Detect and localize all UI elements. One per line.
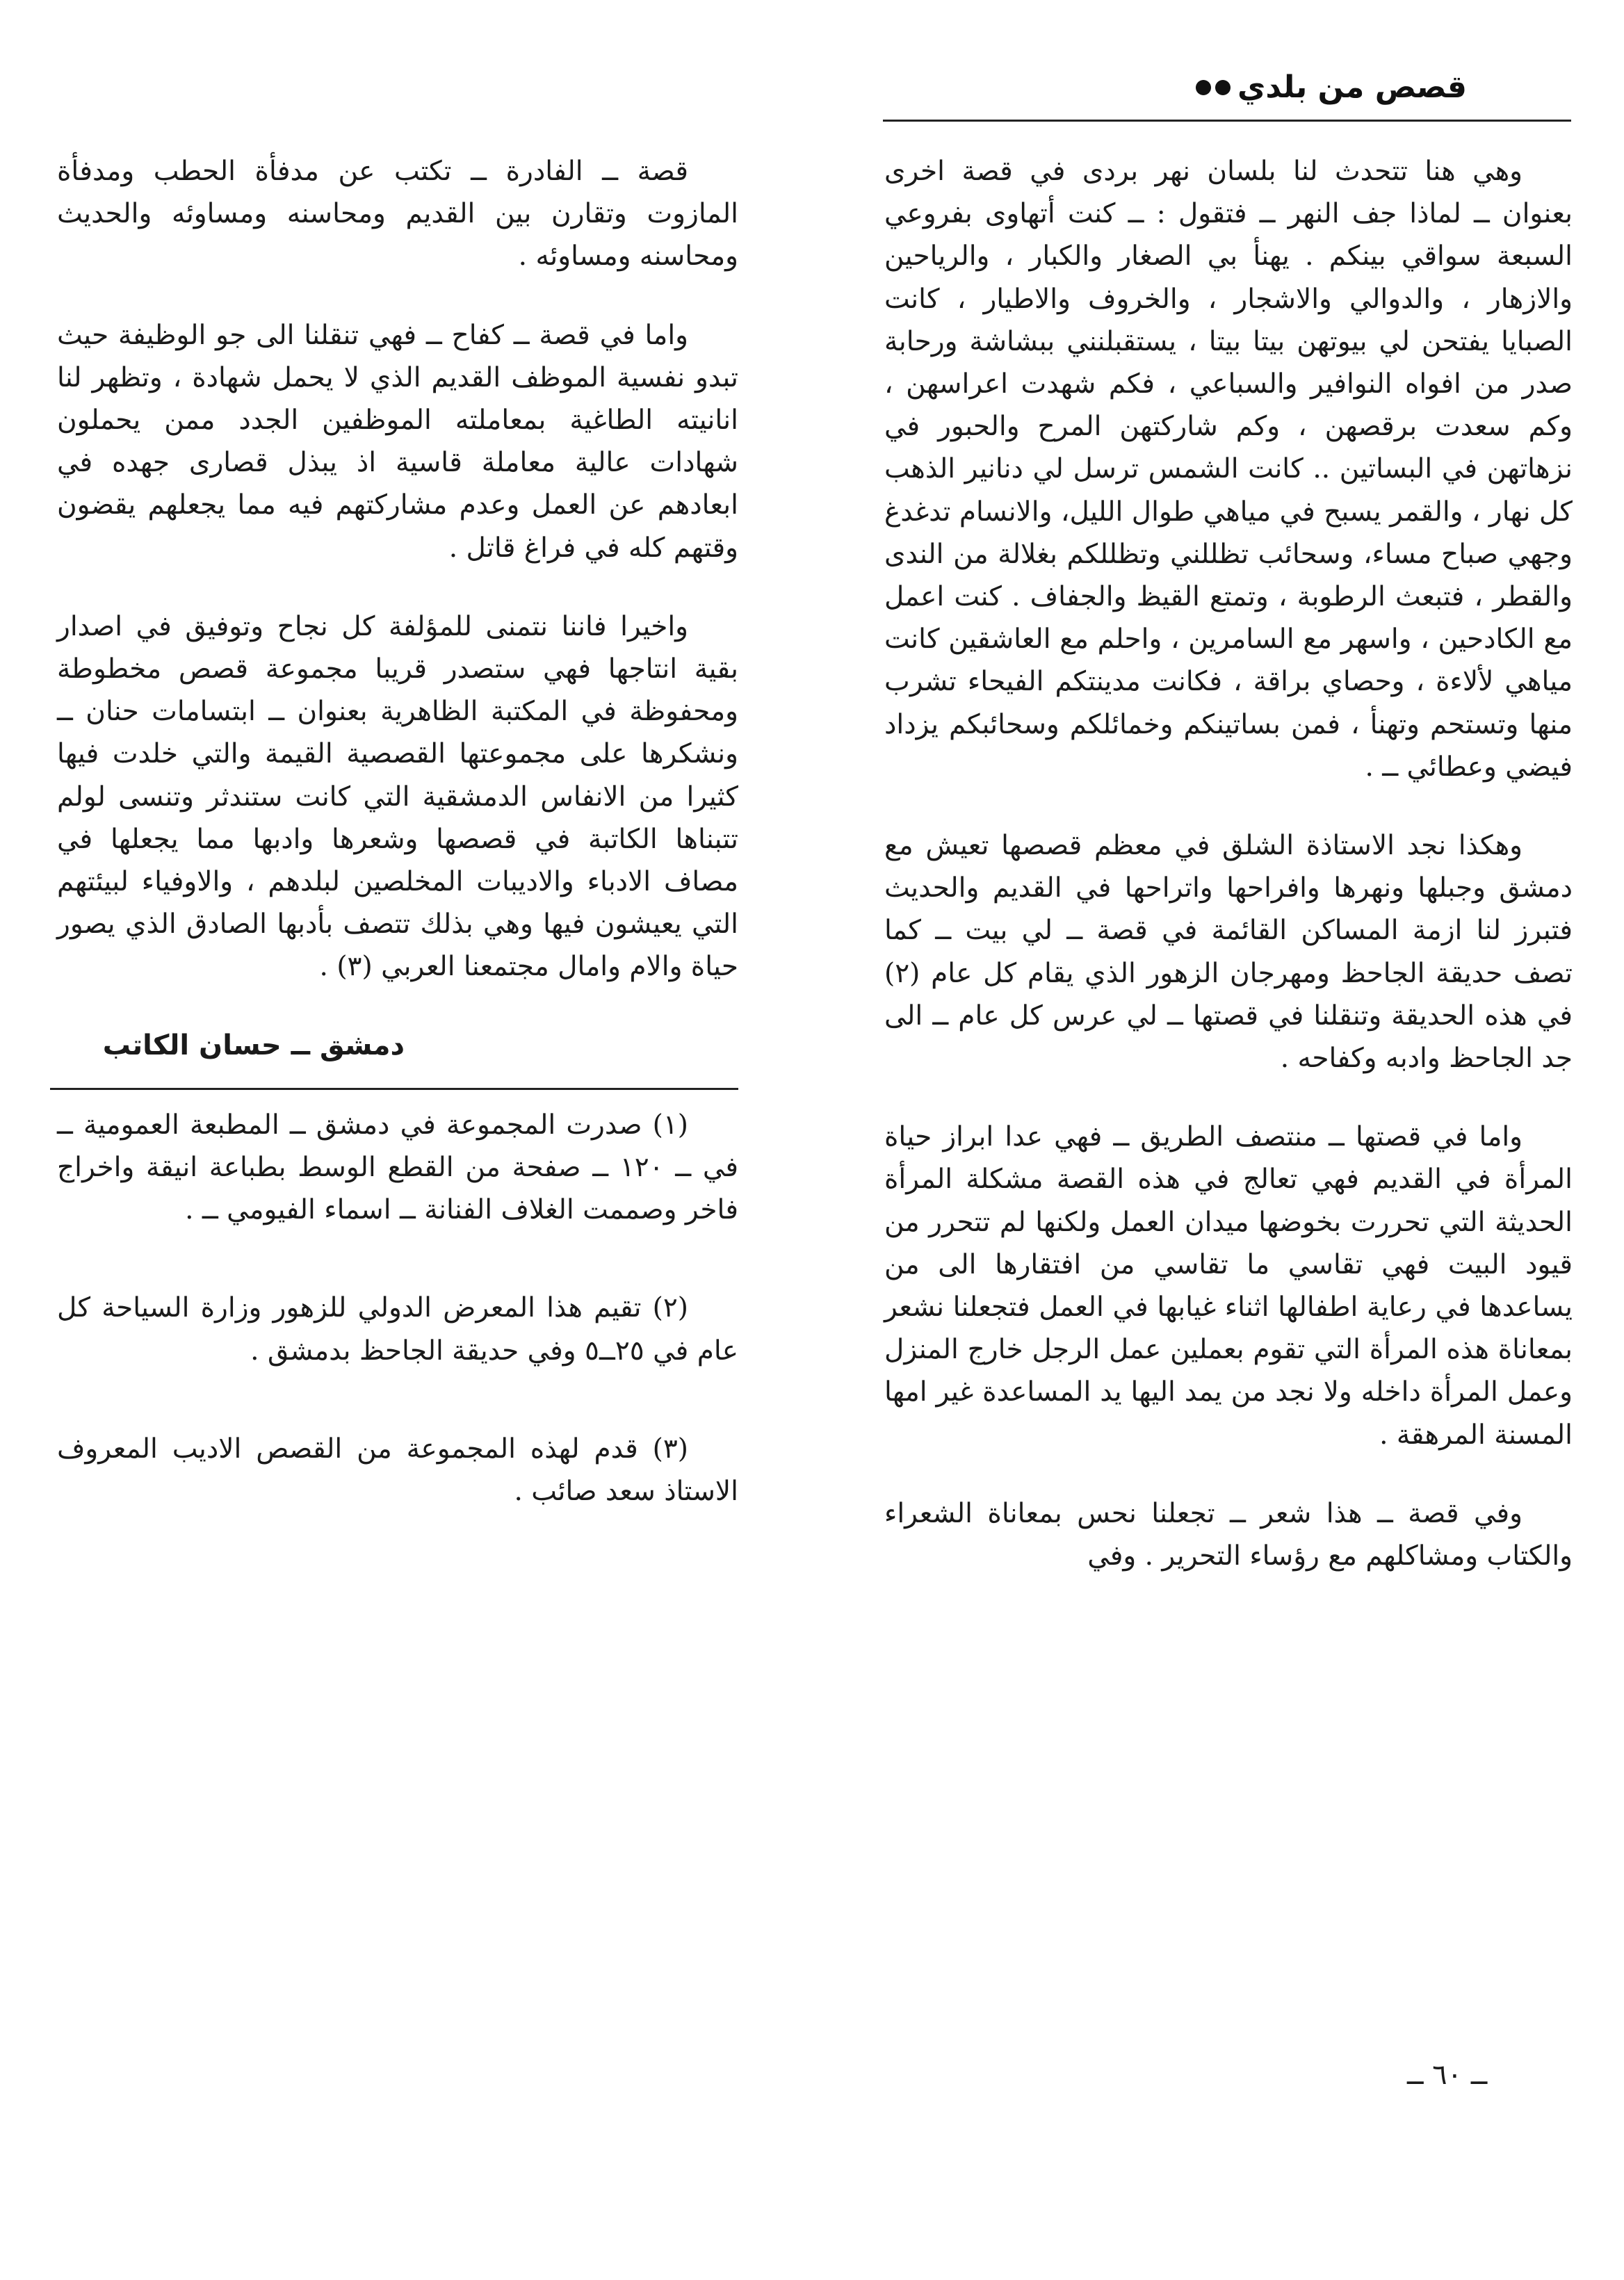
footnote-1: (١) صدرت المجموعة في دمشق ــ المطبعة العمومية ــ في ــ ١٢٠ ــ صفحة من القطع الوسط بطباعة انيقة واخراج فاخر وصممت الغلاف الفنانة ــ اسماء الفيومي ــ . (57, 1109, 739, 1226)
left-column (57, 150, 738, 1568)
header-divider (883, 120, 1571, 122)
running-header (1196, 70, 1467, 105)
paragraph-barada-river: وهي هنا تتحدث لنا بلسان نهر بردى في قصة اخرى بعنوان ــ لماذا جف النهر ــ فتقول : ــ كنت أتهاوى بفروعي السبعة سواقي بينكم . يهنأ بي الصغار والكبار ، والرياحين والازهار ، والدوالي والاشجار ، والخروف والاطيار ، كانت الصبايا يفتحن لي بيوتهن بيتا بيتا ، يستقبلنني ببشاشة ورحابة صدر من افواه النوافير والسباعي ، فكم شهدت اعراسهن ، وكم سعدت برقصهن ، وكم شاركتهن المرح والحبور في نزهاتهن في البساتين .. كانت الشمس ترسل لي دنانير الذهب كل نهار ، والقمر يسبح في مياهي طوال الليل، والانسام تدغدغ وجهي صباح مساء، وسحائب تظللني وتظللكم بغلالة من الندى والقطر ، فتبعث الرطوبة ، وتمتع القيظ والجفاف . كنت اعمل مع الكادحين ، واسهر مع السامرين ، واحلم مع العاشقين كانت مياهي لألاءة ، وحصاي براقة ، فكانت مدينتكم الفيحاء تشرب منها وتستحم وتهنأ ، فمن بساتينكم وخمائلكم وسحائبكم يزداد فيضي وعطائي ــ . (884, 156, 1573, 783)
paragraph-struggle-story: واما في قصة ــ كفاح ــ فهي تنقلنا الى جو الوظيفة حيث تبدو نفسية الموظف القديم الذي لا يحمل شهادة ، وتظهر لنا انانيته الطاغية بمعاملته الموظفين الجدد ممن يحملون شهادات عالية معاملة قاسية اذ يبذل قصارى جهده في ابعادهم عن العمل وعدم مشاركتهم فيه مما يجعلهم يقضون وقتهم كله في فراغ قاتل . (57, 319, 738, 564)
header-bullets-icon (1196, 80, 1231, 95)
header-title: قصص من بلدي (1237, 70, 1467, 105)
author-signature: دمشق ــ حسان الكاتب (102, 1029, 405, 1061)
paragraph-midway-story: واما في قصتها ــ منتصف الطريق ــ فهي عدا ابراز حياة المرأة في القديم فهي تعالج في هذه القصة مشكلة المرأة الحديثة التي تحررت بخوضها ميدان العمل ولكنها لم تتحرر من قيود البيت فهي تقاسي ما تقاسي من افتقارها الى من يساعدها في رعاية اطفالها اثناء غيابها في العمل فتجعلنا نشعر بمعاناة هذه المرأة التي تقوم بعملين عمل الرجل خارج المنزل وعمل المرأة داخله ولا نجد من يمد اليها يد المساعدة غير امها المسنة المرهقة . (884, 1121, 1573, 1451)
paragraph-heater-story: قصة ــ الفادرة ــ تكتب عن مدفأة الحطب ومدفأة المازوت وتقارن بين القديم ومحاسنه ومساوئه والحديث ومحاسنه ومساوئه . (57, 156, 738, 272)
paragraph-damascus-themes: وهكذا نجد الاستاذة الشلق في معظم قصصها تعيش مع دمشق وجبلها ونهرها وافراحها واتراحها في القديم والحديث فتبرز لنا ازمة المساكن القائمة في قصة ــ لي بيت ــ كما تصف حديقة الجاحظ ومهرجان الزهور الذي يقام كل عام (٢) في هذه الحديقة وتنقلنا في قصتها ــ لي عرس كل عام ــ الى جد الجاحظ وادبه وكفاحه . (884, 830, 1573, 1075)
right-column (884, 150, 1573, 1633)
footnote-2: (٢) تقيم هذا المعرض الدولي للزهور وزارة السياحة كل عام في ٢٥ــ٥ وفي حديقة الجاحظ بدمشق . (57, 1292, 738, 1367)
paragraph-this-is-poetry: وفي قصة ــ هذا شعر ــ تجعلنا نحس بمعاناة الشعراء والكتاب ومشاكلهم مع رؤساء التحرير . وفي (884, 1497, 1573, 1572)
footnotes-divider (50, 1088, 738, 1090)
page-number: ــ ٦٠ ــ (1407, 2059, 1488, 2091)
paragraph-closing-wishes: واخيرا فاننا نتمنى للمؤلفة كل نجاح وتوفيق في اصدار بقية انتاجها فهي ستصدر قريبا مجموعة قصص مخطوطة ومحفوظة في المكتبة الظاهرية بعنوان ــ ابتسامات حنان ــ ونشكرها على مجموعتها القصصية القيمة والتي خلدت فيها كثيرا من الانفاس الدمشقية التي كانت ستندثر وتنسى لولم تتبناها الكاتبة في قصصها وشعرها وادبها مما يجعلها في مصاف الادباء والاديبات المخلصين لبلدهم ، والاوفياء لبيئتهم التي يعيشون فيها وهي بذلك تتصف بأدبها الصادق الذي يصور حياة والام وامال مجتمعنا العربي (٣) . (57, 610, 738, 983)
footnote-3: (٣) قدم لهذه المجموعة من القصص الاديب المعروف الاستاذ سعد صائب . (57, 1433, 738, 1508)
